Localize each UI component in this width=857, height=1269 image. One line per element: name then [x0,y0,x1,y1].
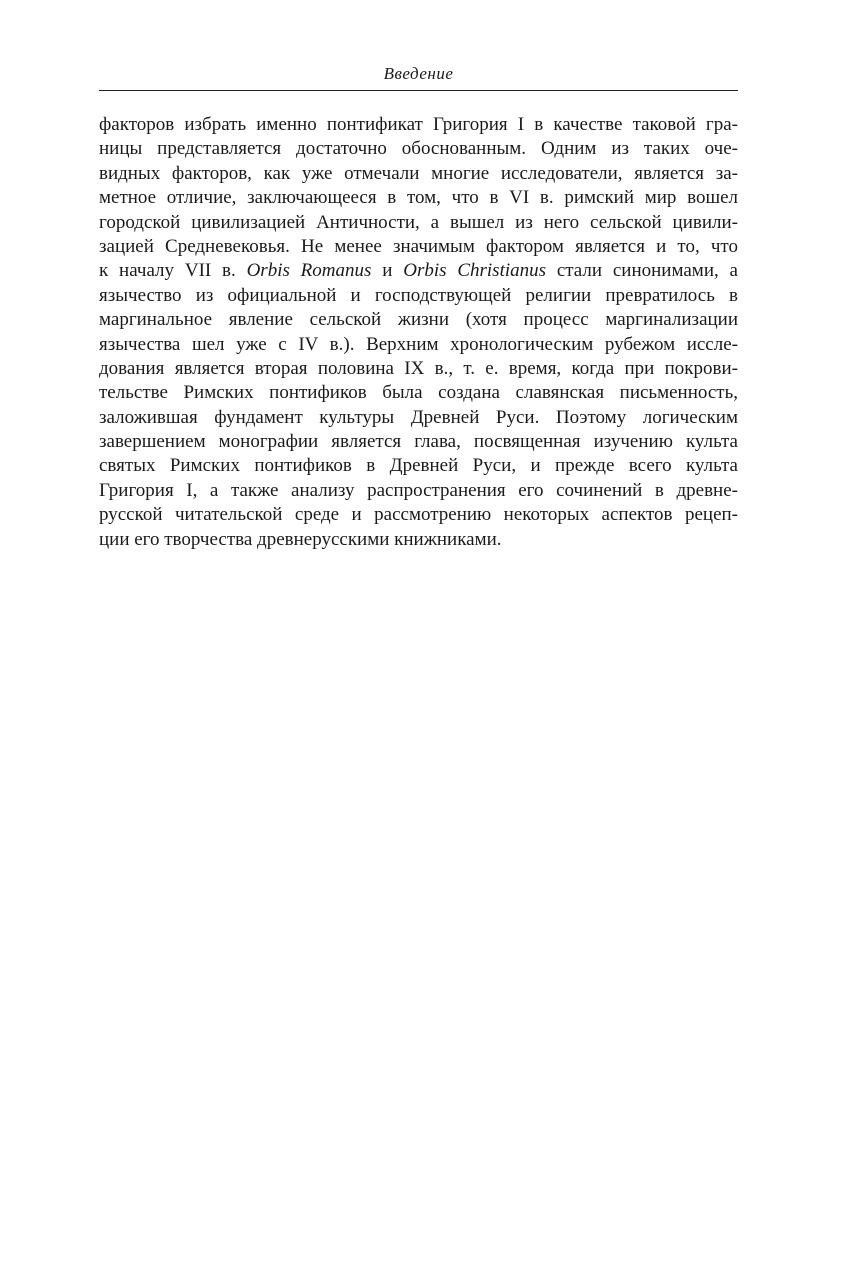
text-line: язычества шел уже с IV в.). Верхним хронологическим рубежом иссле- [99,333,738,355]
header-rule [99,90,738,91]
text-segment: стали синонимами, а [546,260,738,282]
text-line: видных факторов, как уже отмечали многие исследователи, является за- [99,162,738,184]
latin-term-orbis-christianus: Orbis Christianus [403,260,547,282]
text-line: Григория I, а также анализу распространения его сочинений в древне- [99,479,738,501]
text-line: завершением монографии является глава, посвященная изучению культа [99,431,738,453]
text-line-with-latin-terms [99,259,738,283]
text-segment: к началу VII в. [99,260,247,282]
text-line: язычество из официальной и господствующей религии превратилось в [99,284,738,306]
text-line: тельстве Римских понтификов была создана славянская письменность, [99,382,738,404]
text-line: ницы представляется достаточно обоснованным. Одним из таких оче- [99,138,738,160]
body-paragraph [99,113,738,552]
text-line-last: ции его творчества древнерусскими книжниками. [99,528,502,550]
text-line: маргинальное явление сельской жизни (хотя процесс маргинализации [99,309,738,331]
text-line: заложившая фундамент культуры Древней Руси. Поэтому логическим [99,406,738,428]
running-head-title: Введение [383,64,454,83]
text-line: метное отличие, заключающееся в том, что в VI в. римский мир вошел [99,187,738,209]
latin-term-orbis-romanus: Orbis Romanus [246,260,372,282]
text-segment: и [371,260,404,282]
text-line: городской цивилизацией Античности, а вышел из него сельской цивили- [99,211,738,233]
text-line: дования является вторая половина IX в., т. е. время, когда при покрови- [99,357,738,379]
text-line: святых Римских понтификов в Древней Руси, и прежде всего культа [99,455,738,477]
text-line: зацией Средневековья. Не менее значимым фактором является и то, что [99,235,738,257]
text-line: русской читательской среде и рассмотрению некоторых аспектов рецеп- [99,504,738,526]
text-line: факторов избрать именно понтификат Григория I в качестве таковой гра- [99,114,738,135]
